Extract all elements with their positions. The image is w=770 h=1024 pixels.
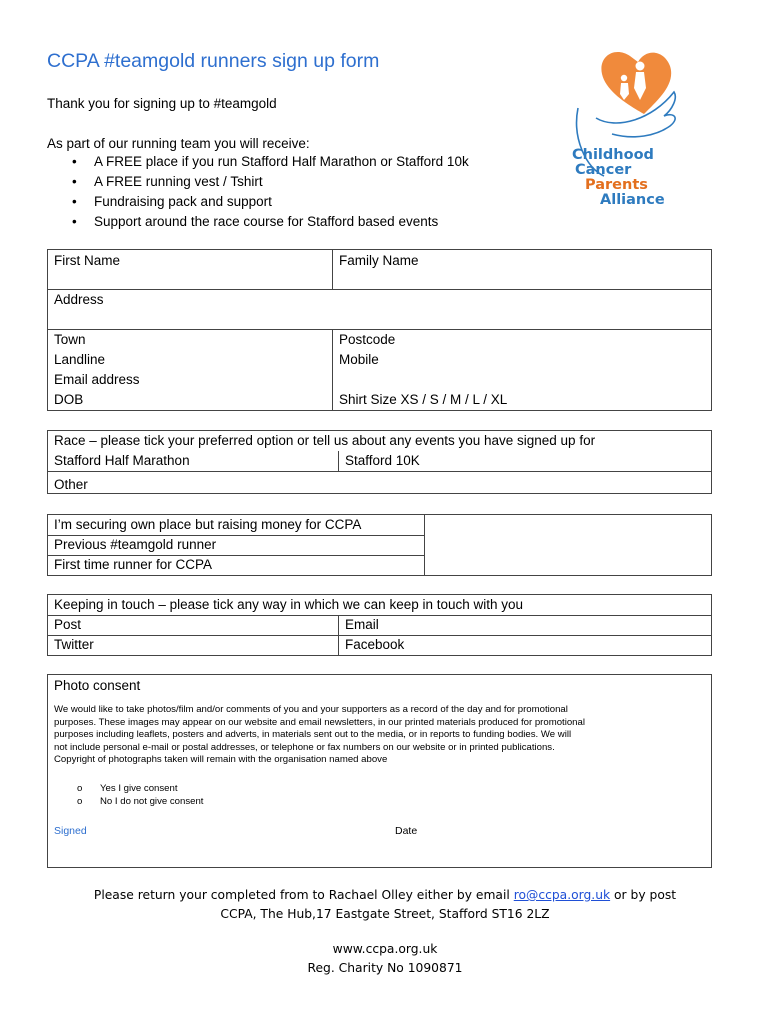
facebook-option[interactable]: Facebook [345, 637, 405, 652]
shirt-size-field[interactable]: Shirt Size XS / S / M / L / XL [339, 392, 508, 407]
consent-yes-option[interactable]: Yes I give consent [100, 783, 178, 794]
thanks-text: Thank you for signing up to #teamgold [47, 96, 277, 111]
return-address: CCPA, The Hub,17 Eastgate Street, Stafford ST16 2LZ [220, 907, 550, 921]
return-instructions: Please return your completed from to Rachael Olley either by email ro@ccpa.org.uk or by post [93, 888, 677, 902]
email-field[interactable]: Email address [54, 372, 140, 387]
own-place-option[interactable]: I’m securing own place but raising money for CCPA [54, 517, 362, 532]
family-name-field[interactable]: Family Name [339, 253, 419, 268]
consent-no-option[interactable]: No I do not give consent [100, 796, 204, 807]
consent-no-bullet[interactable]: o [77, 796, 83, 807]
signed-field[interactable]: Signed [54, 825, 87, 837]
mobile-field[interactable]: Mobile [339, 352, 379, 367]
landline-field[interactable]: Landline [54, 352, 106, 367]
contact-email-link[interactable]: ro@ccpa.org.uk [513, 888, 611, 902]
ccpa-logo [560, 48, 690, 218]
post-option[interactable]: Post [54, 617, 82, 632]
logo-line-2: Cancer [575, 162, 632, 178]
list-item: • Support around the race course for Stafford based events [72, 212, 469, 232]
ten-k-option[interactable]: Stafford 10K [345, 453, 420, 468]
race-heading: Race – please tick your preferred option or tell us about any events you have signed up for [54, 433, 596, 448]
website-text: www.ccpa.org.uk [332, 942, 438, 956]
twitter-option[interactable]: Twitter [54, 637, 94, 652]
consent-text: We would like to take photos/film and/or comments of you and your supporters as a record of the day and for promotional purposes. These images may appear on our website and email newsletters, in our printed materials produced for promotional purposes including leaflets, posters and adverts, in materials sent out to the media, or in reports to funding bodies. We will not include personal e-mail or postal addresses, or telephone or fax numbers on our website or in printed publications. Copyright of photographs taken will remain with the organisation named above [54, 704, 585, 765]
list-item: • A FREE place if you run Stafford Half Marathon or Stafford 10k [72, 152, 469, 172]
half-marathon-option[interactable]: Stafford Half Marathon [54, 453, 190, 468]
intro-text: As part of our running team you will receive: [47, 136, 310, 151]
logo-line-3: Parents [585, 177, 648, 193]
postcode-field[interactable]: Postcode [339, 332, 396, 347]
first-name-field[interactable]: First Name [54, 253, 121, 268]
list-item: • A FREE running vest / Tshirt [72, 172, 469, 192]
consent-yes-bullet[interactable]: o [77, 783, 83, 794]
list-item: • Fundraising pack and support [72, 192, 469, 212]
charity-number: Reg. Charity No 1090871 [307, 961, 463, 975]
page-title: CCPA #teamgold runners sign up form [47, 50, 380, 72]
previous-runner-option[interactable]: Previous #teamgold runner [54, 537, 217, 552]
email-option[interactable]: Email [345, 617, 379, 632]
first-time-option[interactable]: First time runner for CCPA [54, 557, 213, 572]
contact-heading: Keeping in touch – please tick any way in which we can keep in touch with you [54, 597, 524, 612]
town-field[interactable]: Town [54, 332, 86, 347]
logo-line-4: Alliance [600, 192, 665, 208]
other-race-field[interactable]: Other [54, 477, 88, 492]
logo-line-1: Childhood [572, 147, 654, 163]
consent-heading: Photo consent [54, 678, 141, 693]
date-field[interactable]: Date [395, 825, 418, 837]
dob-field[interactable]: DOB [54, 392, 84, 407]
benefits-list [72, 152, 469, 232]
address-field[interactable]: Address [54, 292, 104, 307]
